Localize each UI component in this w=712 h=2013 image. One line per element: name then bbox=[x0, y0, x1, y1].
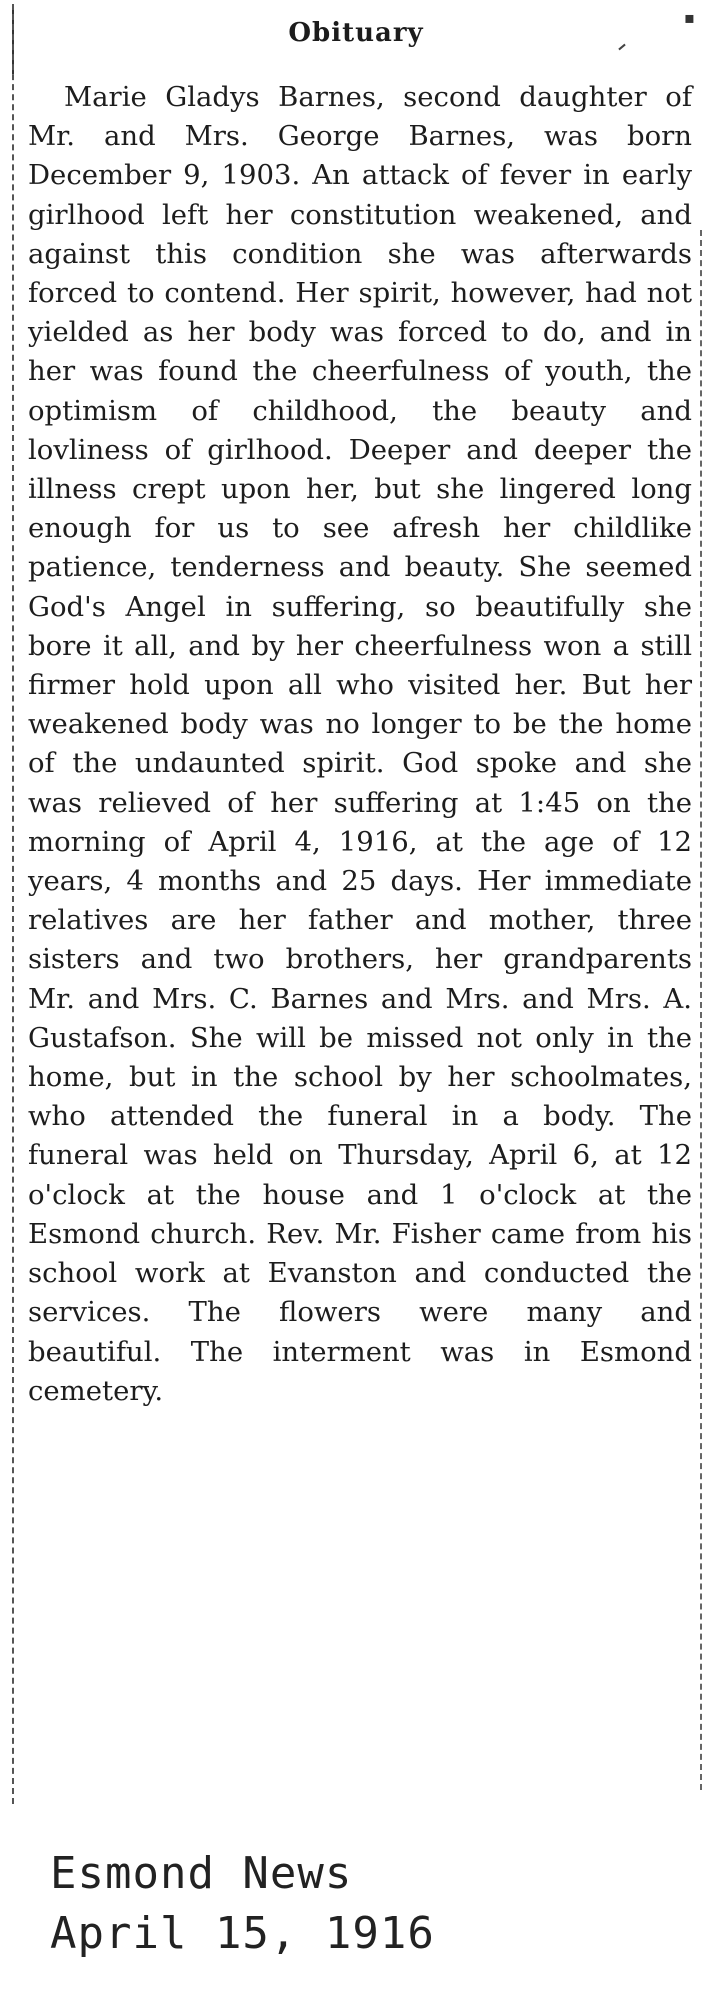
corner-speck-mark: ▪ bbox=[684, 8, 695, 27]
right-column-rule-dashed bbox=[700, 230, 702, 1790]
left-column-rule-dashed bbox=[12, 4, 14, 1804]
obituary-body-text: Marie Gladys Barnes, second daughter of Mr. and Mrs. George Barnes, was born December 9, 1903. An attack of fever in early girlhood left her constitution weakened, and against this condition she was afterwards forced to contend. Her spirit, however, had not yielded as her body was forced to do, and in her was found the cheerfulness of youth, the optimism of childhood, the beauty and lovliness of girlhood. Deeper and deeper the illness crept upon her, but she lingered long enough for us to see afresh her childlike patience, tenderness and beauty. She seemed God's Angel in suffering, so beautifully she bore it all, and by her cheerfulness won a still firmer hold upon all who visited her. But her weakened body was no longer to be the home of the undaunted spirit. God spoke and she was relieved of her suffering at 1:45 on the morning of April 4, 1916, at the age of 12 years, 4 months and 25 days. Her immediate relatives are her father and mother, three sisters and two brothers, her grandparents Mr. and Mrs. C. Barnes and Mrs. and Mrs. A. Gustafson. She will be missed not only in the home, but in the school by her schoolmates, who attended the funeral in a body. The funeral was held on Thursday, April 6, at 12 o'clock at the house and 1 o'clock at the Esmond church. Rev. Mr. Fisher came from his school work at Evanston and conducted the services. The flowers were many and beautiful. The interment was in Esmond cemetery. bbox=[28, 81, 692, 1407]
source-caption bbox=[50, 1844, 435, 1964]
obituary-headline: Obituary bbox=[288, 18, 424, 48]
source-publication-date: April 15, 1916 bbox=[50, 1908, 435, 1959]
source-newspaper-name: Esmond News bbox=[50, 1848, 353, 1899]
